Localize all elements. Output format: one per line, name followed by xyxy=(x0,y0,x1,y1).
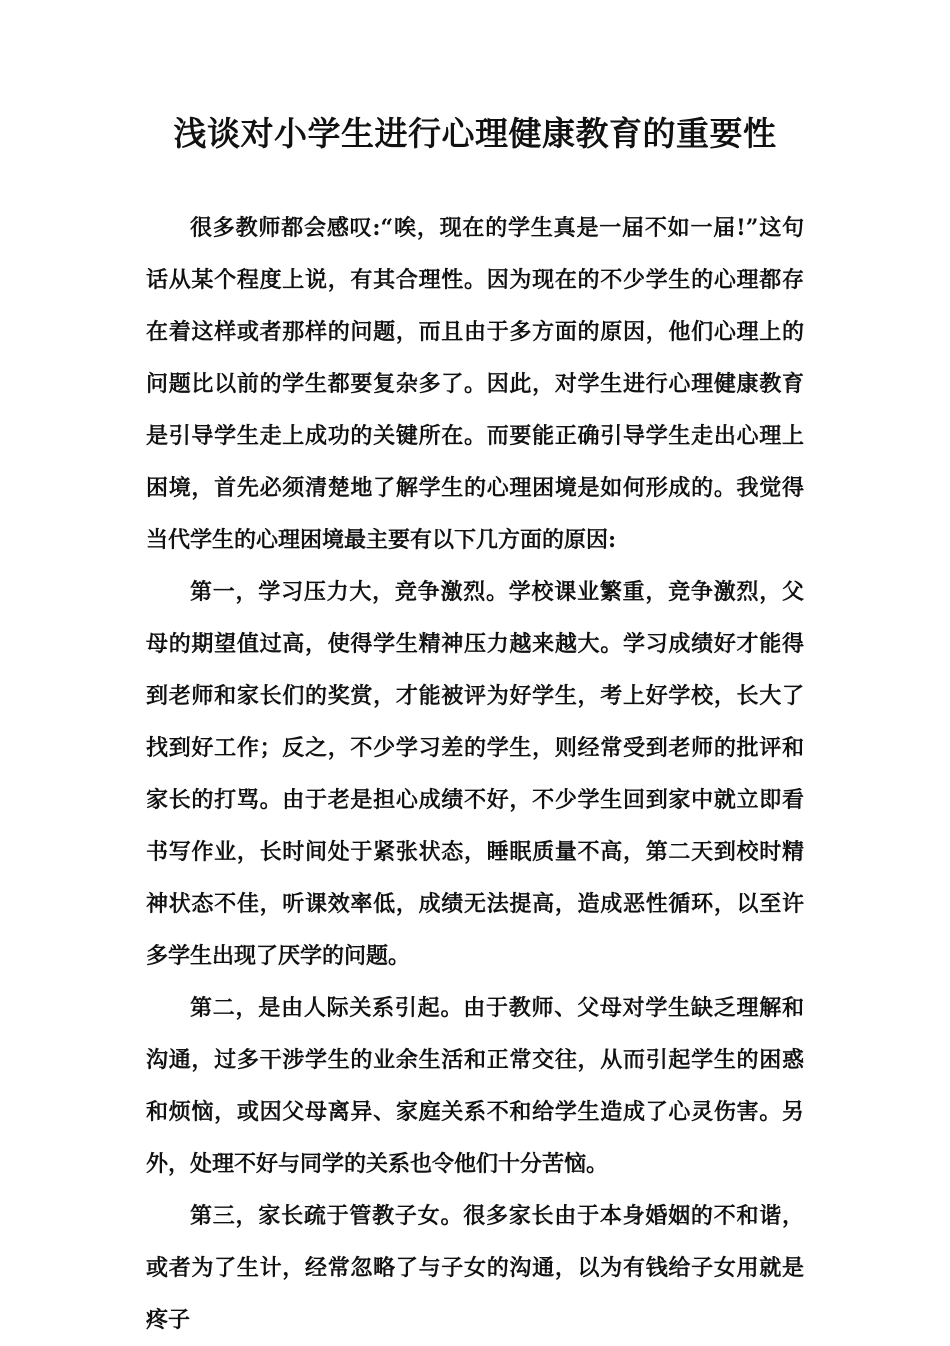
document-title: 浅谈对小学生进行心理健康教育的重要性 xyxy=(173,114,777,153)
paragraph-third-reason: 第三，家长疏于管教子女。很多家长由于本身婚姻的不和谐，或者为了生计，经常忽略了与子女的沟通，以为有钱给子女用就是疼子 xyxy=(146,1203,804,1333)
paragraph-intro: 很多教师都会感叹:“唉，现在的学生真是一届不如一届!”这句话从某个程度上说，有其合理性。因为现在的不少学生的心理都存在着这样或者那样的问题，而且由于多方面的原因，他们心理上的问题比以前的学生都要复杂多了。因此，对学生进行心理健康教育是引导学生走上成功的关键所在。而要能正确引导学生走出心理上困境，首先必须清楚地了解学生的心理困境是如何形成的。我觉得当代学生的心理困境最主要有以下几方面的原因: xyxy=(146,215,804,553)
paragraph-first-reason: 第一，学习压力大，竞争激烈。学校课业繁重，竞争激烈，父母的期望值过高，使得学生精神压力越来越大。学习成绩好才能得到老师和家长们的奖赏，才能被评为好学生，考上好学校，长大了找到好工作；反之，不少学习差的学生，则经常受到老师的批评和家长的打骂。由于老是担心成绩不好，不少学生回到家中就立即看书写作业，长时间处于紧张状态，睡眠质量不高，第二天到校时精神状态不佳，听课效率低，成绩无法提高，造成恶性循环，以至许多学生出现了厌学的问题。 xyxy=(146,579,804,969)
paragraph-second-reason: 第二，是由人际关系引起。由于教师、父母对学生缺乏理解和沟通，过多干涉学生的业余生活和正常交往，从而引起学生的困惑和烦恼，或因父母离异、家庭关系不和给学生造成了心灵伤害。另外，处理不好与同学的关系也令他们十分苦恼。 xyxy=(146,995,804,1177)
